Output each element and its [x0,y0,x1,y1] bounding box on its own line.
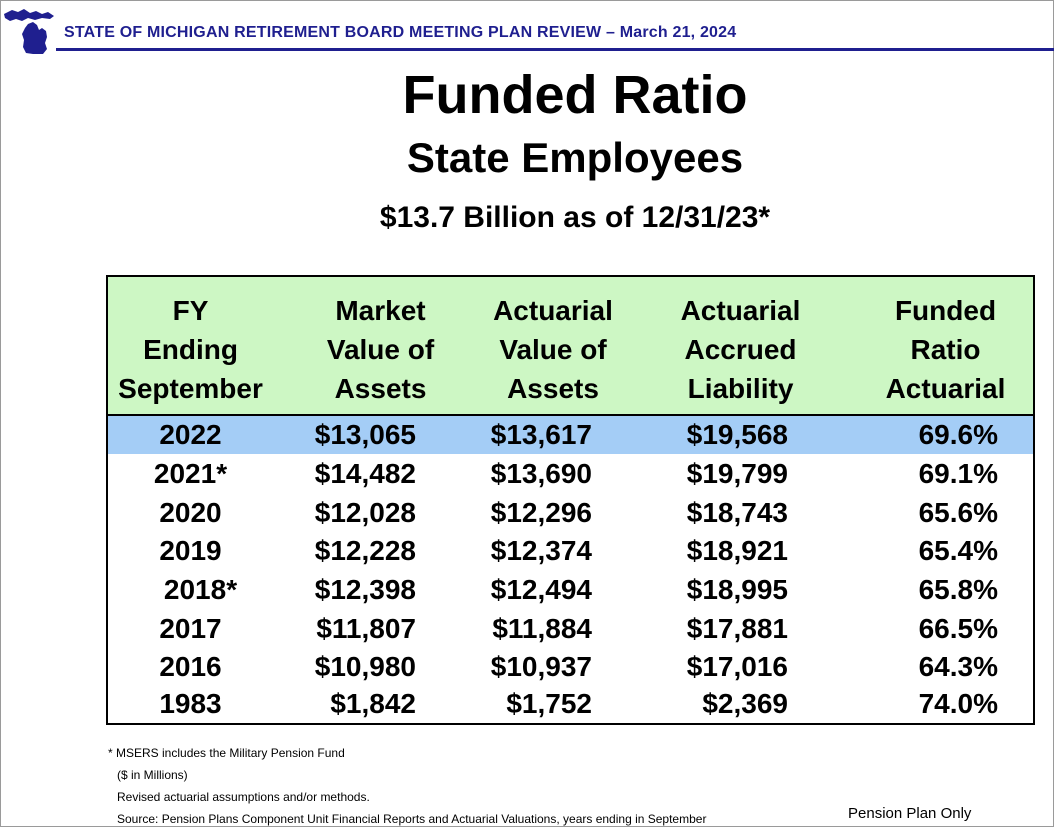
table-row: 2016 $10,980 $10,937 $17,016 64.3% [159,651,998,682]
table-row: 1983 $1,842 $1,752 $2,369 74.0% [159,688,998,719]
table-row: 2019 $12,228 $12,374 $18,921 65.4% [159,535,998,566]
michigan-map-icon [2,4,60,56]
page-subtitle: State Employees [406,134,744,181]
column-header-actuarial-value: Actuarial Value of Assets [493,295,613,404]
footnotes [108,742,706,830]
footnote-military: * MSERS includes the Military Pension Fund [108,746,345,760]
column-header-market-value: Market Value of Assets [326,295,435,404]
plan-only-label: Pension Plan Only [848,805,972,822]
column-header-accrued-liability: Actuarial Accrued Liability [680,295,801,404]
table-row: 2020 $12,028 $12,296 $18,743 65.6% [159,497,998,528]
table-row: 2021* $14,482 $13,690 $19,799 69.1% [153,458,998,489]
funded-ratio-table [106,275,1035,725]
footnote-units: ($ in Millions) [117,768,188,782]
footnote-source: Source: Pension Plans Component Unit Financial Reports and Actuarial Valuations, years ending in September [117,812,707,826]
footnote-revised: Revised actuarial assumptions and/or methods. [117,790,370,804]
table-row: 2017 $11,807 $11,884 $17,881 66.5% [159,613,998,644]
table-row: 2022 $13,065 $13,617 $19,568 69.6% [108,416,1033,454]
header-rule [56,48,1054,51]
assets-summary: $13.7 Billion as of 12/31/23* [379,201,771,234]
column-header-funded-ratio: Funded Ratio Actuarial [885,295,1006,404]
table-row: 2018* $12,398 $12,494 $18,995 65.8% [163,574,998,605]
column-header-fy: FY Ending September [118,295,263,404]
table-header [108,277,1033,416]
page-title: Funded Ratio [402,65,748,125]
header-title: STATE OF MICHIGAN RETIREMENT BOARD MEETING PLAN REVIEW – March 21, 2024 [64,24,737,41]
